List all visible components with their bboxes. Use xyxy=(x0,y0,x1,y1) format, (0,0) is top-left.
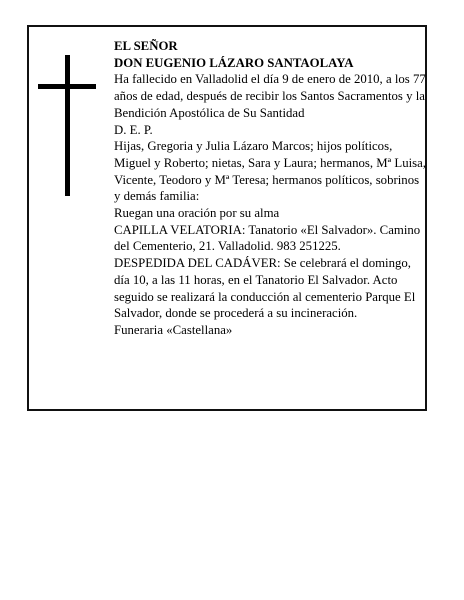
notice-deceased-name: DON EUGENIO LÁZARO SANTAOLAYA xyxy=(114,55,354,70)
death-announcement-paragraph: Ha fallecido en Valladolid el día 9 de enero de 2010, a los 77 años de edad, después de recibir los Santos Sacramentos y la Bendición Apostólica de Su Santidad xyxy=(114,72,426,120)
cross-horizontal-bar xyxy=(38,84,96,89)
family-paragraph: Hijas, Gregoria y Julia Lázaro Marcos; hijos políticos, Miguel y Roberto; nietas, Sara y Laura; hermanos, Mª Luisa, Vicente, Teodoro y Mª Teresa; hermanos políticos, sobrinos y demás familia: xyxy=(114,139,427,204)
despedida-paragraph: DESPEDIDA DEL CADÁVER: Se celebrará el domingo, día 10, a las 11 horas, en el Tanatorio El Salvador. Acto seguido se realizará la conducción al cementerio Parque El Salvador, donde se procederá a su incineración. xyxy=(114,256,416,321)
obituary-notice-text xyxy=(114,38,426,339)
capilla-velatoria-paragraph: CAPILLA VELATORIA: Tanatorio «El Salvador». Camino del Cementerio, 21. Valladolid. 983 251225. xyxy=(114,222,421,254)
funeral-home-line: Funeraria «Castellana» xyxy=(114,322,233,337)
dep-line: D. E. P. xyxy=(114,122,153,137)
notice-title-line-1: EL SEÑOR xyxy=(114,39,178,53)
prayer-request-line: Ruegan una oración por su alma xyxy=(114,206,280,221)
cross-vertical-bar xyxy=(65,55,70,196)
